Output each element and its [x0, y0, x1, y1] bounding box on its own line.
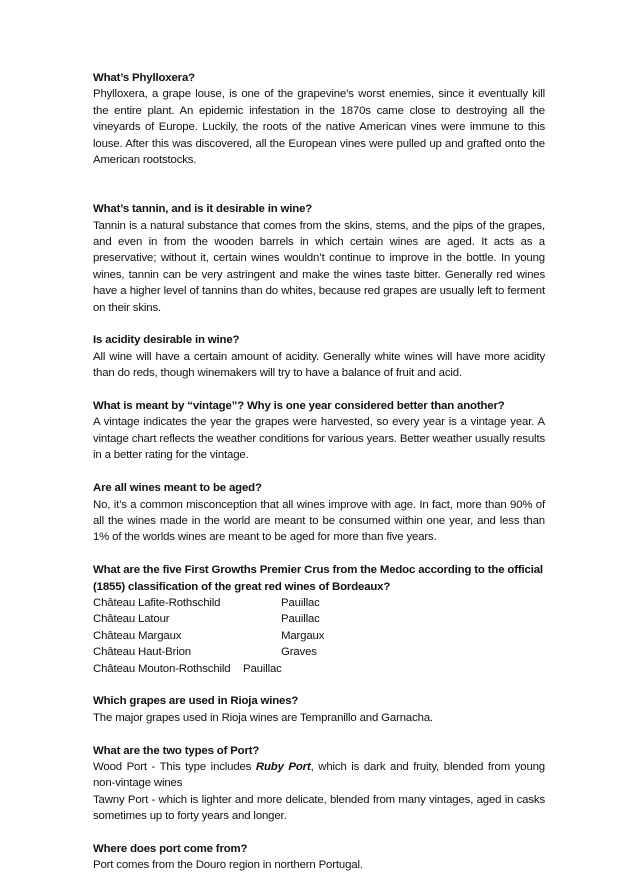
chateau-row — [93, 611, 545, 627]
question-port-origin: Where does port come from? — [93, 842, 248, 855]
chateau-name: Château Margaux — [93, 629, 182, 642]
spacer — [93, 677, 545, 693]
answer-vintage: A vintage indicates the year the grapes were harvested, so every year is a vintage year. A vintage chart reflects the weather conditions for various years. Better weather usually results in a better rating for the vintage. — [93, 416, 545, 462]
chateau-row — [93, 644, 545, 660]
chateau-region: Pauillac — [243, 662, 282, 675]
question-phylloxera: What’s Phylloxera? — [93, 72, 195, 84]
answer-tannin: Tannin is a natural substance that comes from the skins, stems, and the pips of the grapes, and even in from the wooden barrels in which certain wines are aged. It acts as a preservative; without it, certain wines wouldn’t continue to improve in the bottle. In young wines, tannin can be very astringent and make the wines taste bitter. Generally red wines have a higher level of tannins than do whites, because red grapes are usually left to ferment on their skins. — [93, 219, 545, 314]
answer-wood-port — [93, 759, 545, 792]
chateau-name: Château Mouton-Rothschild — [93, 662, 231, 675]
answer-tawny-port: Tawny Port - which is lighter and more delicate, blended from many vintages, aged in casks sometimes up to forty years and longer. — [93, 793, 545, 823]
answer-rioja: The major grapes used in Rioja wines are Tempranillo and Garnacha. — [93, 711, 434, 724]
question-tannin: What’s tannin, and is it desirable in wine? — [93, 203, 313, 216]
chateau-row — [93, 661, 545, 677]
chateau-region: Graves — [281, 646, 317, 659]
chateau-list — [93, 595, 545, 677]
question-acidity: Is acidity desirable in wine? — [93, 334, 240, 347]
question-port-types: What are the two types of Port? — [93, 744, 260, 757]
chateau-row — [93, 595, 545, 611]
chateau-region: Pauillac — [281, 596, 320, 609]
question-aged: Are all wines meant to be aged? — [93, 482, 262, 495]
answer-aged: No, it’s a common misconception that all wines improve with age. In fact, more than 90% of all the wines made in the world are meant to be consumed within one year, and less than 1% of the worlds wines are meant to be aged for more than five years. — [93, 498, 545, 544]
spacer — [93, 382, 545, 398]
spacer — [93, 726, 545, 742]
question-rioja: Which grapes are used in Rioja wines? — [93, 695, 299, 708]
question-first-growths: What are the five First Growths Premier Crus from the Medoc according to the official (1855) classification of the great red wines of Bordeaux? — [93, 564, 543, 593]
chateau-name: Château Haut-Brion — [93, 646, 191, 659]
chateau-name: Château Latour — [93, 613, 170, 626]
chateau-name: Château Lafite-Rothschild — [93, 596, 221, 609]
wood-port-text: Wood Port - This type includes — [93, 760, 256, 773]
wine-faq-document — [93, 70, 545, 874]
spacer — [93, 546, 545, 562]
answer-phylloxera: Phylloxera, a grape louse, is one of the grapevine’s worst enemies, since it eventually kill the entire plant. An epidemic infestation in the 1870s came close to destroying all the vineyards of Europe. Luckily, the roots of the native American vines were immune to this louse. After this was discovered, all the European vines were pulled up and grafted onto the American rootstocks. — [93, 88, 545, 167]
answer-acidity: All wine will have a certain amount of acidity. Generally white wines will have more acidity than do reds, though winemakers will try to have a balance of fruit and acid. — [93, 350, 545, 380]
wood-port-text-rest: , which is dark and fruity, blended from young non-vintage wines — [93, 760, 545, 790]
chateau-region: Margaux — [281, 629, 325, 642]
chateau-region: Pauillac — [281, 613, 320, 626]
spacer — [93, 316, 545, 332]
chateau-row — [93, 628, 545, 644]
spacer — [93, 825, 545, 841]
question-vintage: What is meant by “vintage”? Why is one year considered better than another? — [93, 400, 505, 413]
answer-port-origin: Port comes from the Douro region in northern Portugal. — [93, 859, 363, 872]
spacer — [93, 464, 545, 480]
ruby-port-emphasis: Ruby Port — [255, 760, 311, 773]
spacer — [93, 168, 545, 201]
